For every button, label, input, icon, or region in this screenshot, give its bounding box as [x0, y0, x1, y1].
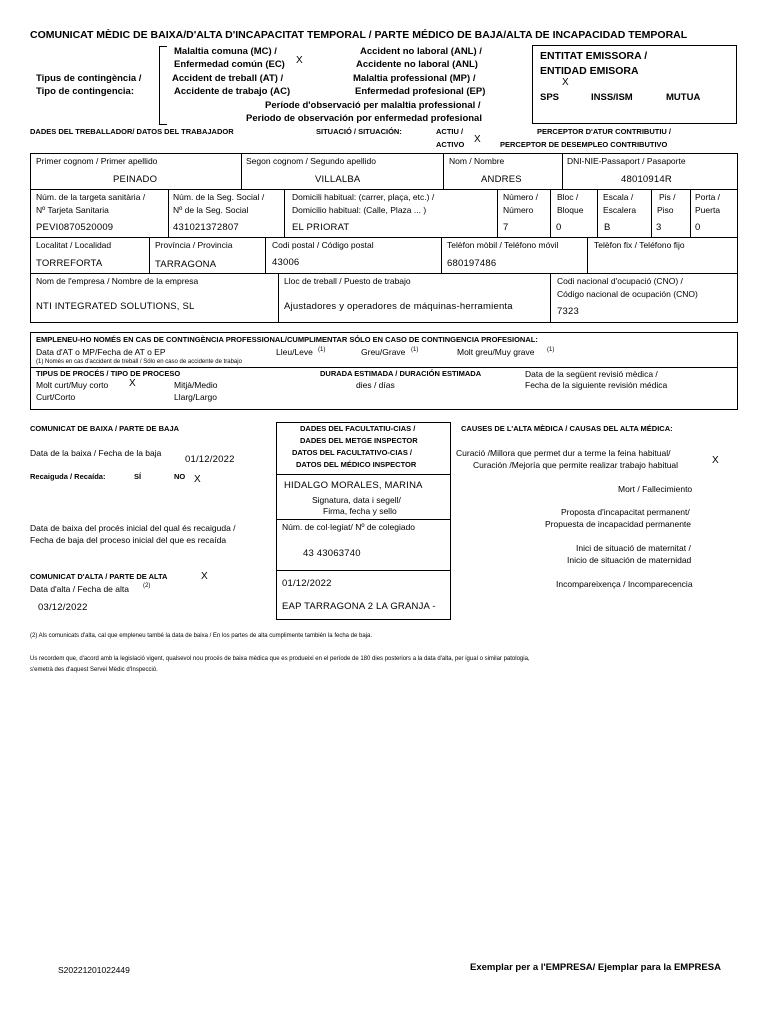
number-label-es: Número — [503, 205, 534, 215]
collegiate-label: Núm. de col·legiat/ Nº de colegiado — [282, 522, 416, 532]
entity-label-ca: ENTITAT EMISSORA / — [540, 50, 648, 62]
mobile-label: Telèfon mòbil / Teléfono móvil — [447, 240, 559, 250]
process-muy-corto[interactable]: Molt curt/Muy corto — [36, 380, 109, 390]
name-label: Nom / Nombre — [449, 156, 505, 166]
cause-death[interactable]: Mort / Fallecimiento — [618, 484, 693, 494]
ss-label-es: Nº de la Seg. Social — [173, 205, 249, 215]
cno-label-ca: Codi nacional d'ocupació (CNO) / — [557, 276, 683, 286]
option-mc-ca[interactable]: Malaltia comuna (MC) / — [174, 46, 277, 57]
recaida-no[interactable]: NO — [174, 472, 186, 481]
entity-label-es: ENTIDAD EMISORA — [540, 65, 639, 77]
doctor-header-1: DADES DEL FACULTATIU-CIAS / — [300, 424, 416, 433]
worker-section-label: DADES DEL TREBALLADOR/ DATOS DEL TRABAJADOR — [30, 127, 234, 136]
professional-footnote: (1) Només en cas d'accident de treball / Sólo en caso de accidente de trabajo — [36, 359, 242, 365]
job-field[interactable]: Ajustadores y operadores de máquinas-herramienta — [284, 301, 513, 312]
address-field[interactable]: EL PRIORAT — [292, 222, 350, 233]
health-card-field[interactable]: PEVI0870520009 — [36, 222, 114, 233]
doctor-header-3: DATOS DEL FACULTATIVO-CIAS / — [292, 448, 412, 457]
option-at-es[interactable]: Accidente de trabajo (AC) — [174, 86, 291, 97]
entity-sps[interactable]: SPS — [540, 92, 560, 103]
surname2-field[interactable]: VILLALBA — [315, 174, 361, 185]
initial-process-label-es: Fecha de baja del proceso inicial del que es recaída — [30, 535, 227, 545]
door-field[interactable]: 0 — [695, 222, 701, 233]
situation-actiu[interactable]: ACTIU / — [436, 127, 464, 136]
postal-code-label: Codi postal / Código postal — [272, 240, 374, 250]
option-anl-es[interactable]: Accidente no laboral (ANL) — [356, 59, 478, 70]
city-field[interactable]: TORREFORTA — [36, 258, 103, 269]
stair-label-ca: Escala / — [603, 192, 634, 202]
health-card-label-ca: Núm. de la targeta sanitària / — [36, 192, 146, 202]
baja-date-field[interactable]: 01/12/2022 — [185, 454, 235, 465]
signature-label: Signatura, data i segell/ — [312, 495, 401, 505]
severity-grave[interactable]: Greu/Grave — [361, 347, 406, 357]
recaida-label: Recaiguda / Recaída: — [30, 472, 106, 481]
alta-date-field[interactable]: 03/12/2022 — [38, 602, 88, 613]
health-center-field[interactable]: EAP TARRAGONA 2 LA GRANJA - — [282, 601, 436, 612]
surname2-label: Segon cognom / Segundo apellido — [246, 156, 376, 166]
duration-label: DURADA ESTIMADA / DURACIÓN ESTIMADA — [320, 369, 482, 378]
option-obs-ca[interactable]: Període d'observació per malaltia professional / — [265, 100, 481, 111]
contingency-label-ca: Tipus de contingència / — [36, 73, 142, 84]
copy-label: Exemplar per a l'EMPRESA/ Ejemplar para la EMPRESA — [470, 962, 721, 973]
cause-cure-check[interactable]: X — [712, 455, 719, 466]
job-label: Lloc de treball / Puesto de trabajo — [284, 276, 411, 286]
number-label-ca: Número / — [503, 192, 538, 202]
situation-activo[interactable]: ACTIVO — [436, 140, 465, 149]
entity-inss[interactable]: INSS/ISM — [591, 92, 633, 103]
severity-muy-grave[interactable]: Molt greu/Muy grave — [457, 347, 535, 357]
baja-date-label: Data de la baixa / Fecha de la baja — [30, 448, 162, 458]
document-code: S20221201022449 — [58, 965, 130, 975]
baja-header: COMUNICAT DE BAIXA / PARTE DE BAJA — [30, 424, 180, 433]
revision-label-ca: Data de la següent revisió mèdica / — [525, 369, 658, 379]
door-label-ca: Porta / — [695, 192, 721, 202]
perceptor-es[interactable]: PERCEPTOR DE DESEMPLEO CONTRIBUTIVO — [500, 140, 668, 149]
option-obs-es[interactable]: Periodo de observación por enfermedad profesional — [246, 113, 482, 124]
situation-label: SITUACIÓ / SITUACIÓN: — [316, 127, 402, 136]
option-mc-check[interactable]: X — [296, 55, 303, 66]
alta-check[interactable]: X — [201, 571, 208, 582]
contingency-label-es: Tipo de contingencia: — [36, 86, 134, 97]
floor-label-es: Piso — [657, 205, 674, 215]
number-field[interactable]: 7 — [503, 222, 509, 233]
cause-maternity-ca[interactable]: Inici de situació de maternitat / — [576, 543, 691, 553]
alta-date-label: Data d'alta / Fecha de alta — [30, 584, 129, 594]
process-check[interactable]: X — [129, 378, 136, 389]
doctor-header-2: DADES DEL METGE INSPECTOR — [300, 436, 418, 445]
block-label-es: Bloque — [557, 205, 584, 215]
perceptor-ca[interactable]: PERCEPTOR D'ATUR CONTRIBUTIU / — [537, 127, 672, 136]
dni-label: DNI-NIE-Passaport / Pasaporte — [567, 156, 686, 166]
company-field[interactable]: NTI INTEGRATED SOLUTIONS, SL — [36, 301, 195, 312]
dni-field[interactable]: 48010914R — [621, 174, 672, 185]
name-field[interactable]: ANDRES — [481, 174, 522, 185]
surname1-field[interactable]: PEINADO — [113, 174, 158, 185]
process-type-label: TIPUS DE PROCÉS / TIPO DE PROCESO — [36, 369, 181, 378]
mobile-field[interactable]: 680197486 — [447, 258, 497, 269]
cause-incapacity-es[interactable]: Propuesta de incapacidad permanente — [545, 519, 692, 529]
postal-code-field[interactable]: 43006 — [272, 257, 300, 268]
cause-no-show[interactable]: Incompareixença / Incomparecencia — [556, 579, 693, 589]
stair-field[interactable]: B — [604, 222, 611, 233]
note-reminder-2: s'emetrà des d'aquest Servei Mèdic d'Inspecció. — [30, 667, 158, 673]
severity-leve[interactable]: Lleu/Leve — [276, 347, 313, 357]
note-reminder-1: Us recordem que, d'acord amb la legislació vigent, qualsevol nou procés de baixa mèdica que es produeixi en el període de 180 dies posteriors a la data d'alta, per igual o similar patologia, — [30, 656, 530, 662]
doctor-header-4: DATOS DEL MÉDICO INSPECTOR — [296, 460, 417, 469]
ss-field[interactable]: 431021372807 — [173, 222, 239, 233]
entity-check[interactable]: X — [562, 77, 569, 88]
note-2: (2) Als comunicats d'alta, cal que empleneu també la data de baixa / En los partes de alta cumplimente también la fecha de baja. — [30, 633, 373, 639]
professional-date-label: Data d'AT o MP/Fecha de AT o EP — [36, 347, 166, 357]
professional-header: EMPLENEU-HO NOMÉS EN CAS DE CONTINGÈNCIA PROFESSIONAL/CUMPLIMENTAR SÓLO EN CASO DE CONTINGENCIA PROFESIONAL: — [36, 335, 538, 344]
process-largo[interactable]: Llarg/Largo — [174, 392, 218, 402]
causes-header: CAUSES DE L'ALTA MÈDICA / CAUSAS DEL ALTA MÉDICA: — [461, 424, 673, 433]
door-label-es: Puerta — [695, 205, 721, 215]
cause-incapacity-ca[interactable]: Proposta d'incapacitat permanent/ — [561, 507, 690, 517]
form-title: COMUNICAT MÈDIC DE BAIXA/D'ALTA D'INCAPACITAT TEMPORAL / PARTE MÉDICO DE BAJA/ALTA DE INCAPACIDAD TEMPORAL — [30, 29, 688, 41]
health-card-label-es: Nº Tarjeta Sanitaria — [36, 205, 109, 215]
stair-label-es: Escalera — [603, 205, 637, 215]
option-mp-es[interactable]: Enfermedad profesional (EP) — [355, 86, 486, 97]
phone-label: Telèfon fix / Teléfono fijo — [594, 240, 685, 250]
option-mp-ca[interactable]: Malaltia professional (MP) / — [353, 73, 476, 84]
company-label: Nom de l'empresa / Nombre de la empresa — [36, 276, 199, 286]
cno-label-es: Código nacional de ocupación (CNO) — [557, 289, 698, 299]
process-medio[interactable]: Mitjà/Medio — [174, 380, 218, 390]
alta-header: COMUNICAT D'ALTA / PARTE DE ALTA — [30, 572, 168, 581]
process-corto[interactable]: Curt/Corto — [36, 392, 76, 402]
floor-field[interactable]: 3 — [656, 222, 662, 233]
signature-sublabel: Firma, fecha y sello — [323, 506, 397, 516]
duration-days[interactable]: dies / días — [356, 380, 395, 390]
situation-check[interactable]: X — [474, 134, 481, 145]
recaida-si[interactable]: SÍ — [134, 472, 142, 481]
floor-label-ca: Pis / — [659, 192, 676, 202]
entity-mutua[interactable]: MUTUA — [666, 92, 701, 103]
surname1-label: Primer cognom / Primer apellido — [36, 156, 158, 166]
ss-label-ca: Núm. de la Seg. Social / — [173, 192, 265, 202]
province-field[interactable]: TARRAGONA — [155, 259, 217, 270]
address-label-es: Domicilio habitual: (Calle, Plaza ... ) — [292, 205, 427, 215]
doctor-name[interactable]: HIDALGO MORALES, MARINA — [284, 480, 423, 491]
revision-label-es: Fecha de la siguiente revisión médica — [525, 380, 668, 390]
block-label-ca: Bloc / — [557, 192, 579, 202]
city-label: Localitat / Localidad — [36, 240, 112, 250]
option-mc-es[interactable]: Enfermedad común (EC) — [174, 59, 285, 70]
block-field[interactable]: 0 — [556, 222, 562, 233]
initial-process-label-ca: Data de baixa del procés inicial del qual és recaiguda / — [30, 523, 236, 533]
cause-cure-ca[interactable]: Curació /Millora que permet dur a terme la feina habitual/ — [456, 448, 671, 458]
cause-cure-es[interactable]: Curación /Mejoría que permite realizar trabajo habitual — [473, 460, 679, 470]
contingency-bracket — [159, 46, 160, 124]
province-label: Província / Provincia — [155, 240, 233, 250]
option-at-ca[interactable]: Accident de treball (AT) / — [172, 73, 284, 84]
doctor-date-field[interactable]: 01/12/2022 — [282, 578, 332, 589]
cause-maternity-es[interactable]: Inicio de situación de maternidad — [567, 555, 692, 565]
option-anl-ca[interactable]: Accident no laboral (ANL) / — [360, 46, 482, 57]
address-label-ca: Domicili habitual: (carrer, plaça, etc.) / — [292, 192, 435, 202]
cno-field[interactable]: 7323 — [557, 306, 579, 317]
recaida-check[interactable]: X — [194, 474, 201, 485]
collegiate-field[interactable]: 43 43063740 — [303, 548, 361, 559]
